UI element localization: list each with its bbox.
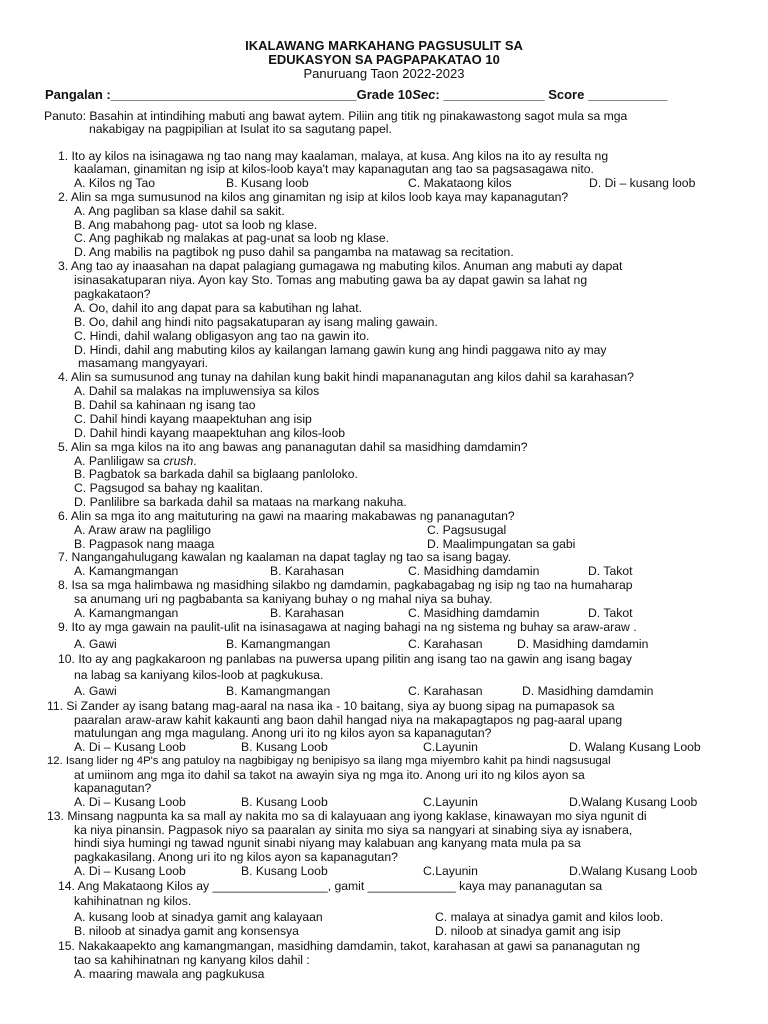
- section-blank[interactable]: ______________: [443, 87, 545, 102]
- question-12-stem: at umiinom ang mga ito dahil sa takot na awayin siya ng mga ito. Anong uri ito ng kilos ayon sa: [74, 768, 585, 782]
- question-3-choice-c[interactable]: C. Hindi, dahil walang obligasyon ang tao na gawin ito.: [74, 329, 370, 343]
- question-9-choice-a[interactable]: A. Gawi: [74, 637, 117, 651]
- question-9-stem: 9. Ito ay mga gawain na paulit-ulit na isinasagawa at naging bahagi na ng sistema ng buhay sa araw-araw .: [58, 620, 637, 634]
- question-13-choice-d[interactable]: D.Walang Kusang Loob: [569, 864, 698, 878]
- question-6-choice-b[interactable]: B. Pagpasok nang maaga: [74, 537, 215, 551]
- question-9-choice-d[interactable]: D. Masidhing damdamin: [517, 637, 649, 651]
- question-8-choice-c[interactable]: C. Masidhing damdamin: [408, 606, 540, 620]
- question-10-choice-c[interactable]: C. Karahasan: [408, 684, 483, 698]
- question-3-choice-a[interactable]: A. Oo, dahil ito ang dapat para sa kabutihan ng lahat.: [74, 301, 362, 315]
- question-11-stem: matulungan ang mga magulang. Anong uri ito ng kilos ayon sa kapanagutan?: [74, 726, 492, 740]
- exam-title: IKALAWANG MARKAHANG PAGSUSULIT SA: [245, 38, 523, 53]
- question-13-stem: ka niya pinansin. Pagpasok niyo sa paaralan ay sinita mo siya sa nangyari at sinabing siya ay isnabera,: [74, 823, 633, 837]
- question-1-choice-a[interactable]: A. Kilos ng Tao: [74, 176, 156, 190]
- question-5-choice-c[interactable]: C. Pagsugod sa bahay ng kaalitan.: [74, 481, 264, 495]
- question-12-choice-c[interactable]: C.Layunin: [423, 795, 478, 809]
- question-12-stem: 12. Isang lider ng 4P's ang patuloy na nagbibigay ng benipisyo sa ilang mga miyembro kahit pa hindi nagsusugal: [47, 755, 611, 767]
- question-9-choice-c[interactable]: C. Karahasan: [408, 637, 483, 651]
- question-3-choice-d: masamang mangyayari.: [78, 356, 209, 370]
- question-14-stem: kahihinatnan ng kilos.: [74, 894, 192, 908]
- question-13-stem: 13. Minsang nagpunta ka sa mall ay nakita mo sa di kalayuaan ang iyong kaklase, kinawayan mo siya ngunit di: [47, 809, 647, 823]
- question-8-choice-a[interactable]: A. Kamangmangan: [74, 606, 179, 620]
- question-13-stem: pagkakasilang. Anong uri ito ng kilos ayon sa kapanagutan?: [74, 850, 398, 864]
- question-7-choice-b[interactable]: B. Karahasan: [270, 564, 344, 578]
- question-11-stem: paaralan araw-araw kahit kakaunti ang baon dahil hangad niya na makapagtapos ng pag-aaral upang: [74, 713, 623, 727]
- question-6-choice-c[interactable]: C. Pagsusugal: [427, 523, 507, 537]
- section-colon: :: [435, 87, 440, 102]
- question-3-stem: pagkakataon?: [74, 287, 151, 301]
- question-12-choice-a[interactable]: A. Di – Kusang Loob: [74, 795, 186, 809]
- question-15-choice-a[interactable]: A. maaring mawala ang pagkukusa: [74, 967, 265, 981]
- question-6-choice-a[interactable]: A. Araw araw na pagliligo: [74, 523, 211, 537]
- question-14-choice-b[interactable]: B. niloob at sinadya gamit ang konsensya: [74, 924, 299, 938]
- question-14-choice-d[interactable]: D. niloob at sinadya gamit ang isip: [435, 924, 621, 938]
- question-5-stem: 5. Alin sa mga kilos na ito ang bawas ang pananagutan dahil sa masidhing damdamin?: [58, 440, 528, 454]
- question-2-choice-b[interactable]: B. Ang mabahong pag- utot sa loob ng klase.: [74, 218, 318, 232]
- question-10-choice-a[interactable]: A. Gawi: [74, 684, 117, 698]
- question-11-choice-c[interactable]: C.Layunin: [423, 740, 478, 754]
- question-11-choice-b[interactable]: B. Kusang Loob: [241, 740, 328, 754]
- question-1-choice-b[interactable]: B. Kusang loob: [226, 176, 309, 190]
- name-blank[interactable]: __________________________________: [110, 87, 357, 102]
- question-7-stem: 7. Nangangahulugang kawalan ng kaalaman na dapat taglay ng tao sa isang bagay.: [58, 550, 512, 564]
- question-2-stem: 2. Alin sa mga sumusunod na kilos ang ginamitan ng isip at kilos loob kaya may kapanagutan?: [58, 190, 569, 204]
- question-4-choice-d[interactable]: D. Dahil hindi kayang maapektuhan ang kilos-loob: [74, 426, 345, 440]
- question-14-choice-c[interactable]: C. malaya at sinadya gamit and kilos loob.: [435, 910, 664, 924]
- question-2-choice-d[interactable]: D. Ang mabilis na pagtibok ng puso dahil sa pangamba na matawag sa recitation.: [74, 245, 514, 259]
- section-label: Sec: [412, 87, 436, 102]
- question-13-choice-c[interactable]: C.Layunin: [423, 864, 478, 878]
- question-1-stem: kaalaman, ginamitan ng isip at kilos-loob kaya't may kapanagutan ang tao sa pagsasagawa nito.: [74, 162, 594, 176]
- name-label: Pangalan :: [45, 87, 111, 102]
- question-1-choice-c[interactable]: C. Makataong kilos: [408, 176, 512, 190]
- grade-label: Grade 10: [356, 87, 413, 102]
- score-blank[interactable]: ___________: [587, 87, 668, 102]
- question-8-choice-d[interactable]: D. Takot: [588, 606, 633, 620]
- subject-title: EDUKASYON SA PAGPAPAKATAO 10: [268, 52, 500, 67]
- question-1-stem: 1. Ito ay kilos na isinagawa ng tao nang may kaalaman, malaya, at kusa. Ang kilos na ito ay resulta ng: [58, 149, 609, 163]
- instructions-line-1: Panuto: Basahin at intindihing mabuti ang bawat aytem. Piliin ang titik ng pinakawastong sagot mula sa mga: [44, 109, 628, 123]
- question-4-choice-a[interactable]: A. Dahil sa malakas na impluwensiya sa kilos: [74, 384, 320, 398]
- question-5-choice-a-italic: crush: [163, 454, 194, 468]
- question-15-stem: tao sa kahihinatnan ng kanyang kilos dahil :: [74, 953, 310, 967]
- instructions-line-2: nakabigay na pagpipilian at Isulat ito sa sagutang papel.: [89, 122, 392, 136]
- question-11-choice-d[interactable]: D. Walang Kusang Loob: [569, 740, 701, 754]
- question-4-choice-c[interactable]: C. Dahil hindi kayang maapektuhan ang isip: [74, 412, 312, 426]
- question-8-stem: sa anumang uri ng pagbabanta sa kaniyang buhay o ng mahal niya sa buhay.: [74, 592, 493, 606]
- question-12-choice-b[interactable]: B. Kusang Loob: [241, 795, 328, 809]
- question-8-stem: 8. Isa sa mga halimbawa ng masidhing silakbo ng damdamin, pagkabagabag ng isip ng tao na humaharap: [58, 578, 633, 592]
- question-12-stem: kapanagutan?: [74, 781, 152, 795]
- question-13-stem: hindi siya humingi ng tawad ngunit sinabi niyang may kalabuan ang kanyang mata mula pa sa: [74, 836, 581, 850]
- question-13-choice-b[interactable]: B. Kusang Loob: [241, 864, 328, 878]
- student-info-line: [45, 88, 668, 102]
- question-4-choice-b[interactable]: B. Dahil sa kahinaan ng isang tao: [74, 398, 256, 412]
- question-11-stem: 11. Si Zander ay isang batang mag-aaral na nasa ika - 10 baitang, siya ay buong sipag na pumapasok sa: [47, 699, 615, 713]
- question-14-choice-a[interactable]: A. kusang loob at sinadya gamit ang kalayaan: [74, 910, 323, 924]
- question-7-choice-a[interactable]: A. Kamangmangan: [74, 564, 179, 578]
- question-12-choice-d[interactable]: D.Walang Kusang Loob: [569, 795, 698, 809]
- question-10-choice-d[interactable]: D. Masidhing damdamin: [522, 684, 654, 698]
- question-7-choice-d[interactable]: D. Takot: [588, 564, 633, 578]
- question-11-choice-a[interactable]: A. Di – Kusang Loob: [74, 740, 186, 754]
- question-3-choice-b[interactable]: B. Oo, dahil ang hindi nito pagsakatuparan ay isang maling gawain.: [74, 315, 438, 329]
- question-10-choice-b[interactable]: B. Kamangmangan: [226, 684, 331, 698]
- question-9-choice-b[interactable]: B. Kamangmangan: [226, 637, 331, 651]
- question-2-choice-c[interactable]: C. Ang paghikab ng malakas at pag-unat sa loob ng klase.: [74, 231, 390, 245]
- question-6-choice-d[interactable]: D. Maalimpungatan sa gabi: [427, 537, 576, 551]
- question-4-stem: 4. Alin sa sumusunod ang tunay na dahilan kung bakit hindi mapananagutan ang kilos dahil sa karahasan?: [58, 370, 634, 384]
- question-5-choice-b[interactable]: B. Pagbatok sa barkada dahil sa biglaang panloloko.: [74, 467, 358, 481]
- question-5-choice-d[interactable]: D. Panlilibre sa barkada dahil sa mataas na markang nakuha.: [74, 495, 407, 509]
- question-6-stem: 6. Alin sa mga ito ang maituturing na gawi na maaring makabawas ng pananagutan?: [58, 509, 515, 523]
- question-5-choice-a-text: A. Panliligaw sa: [74, 454, 164, 468]
- question-7-choice-c[interactable]: C. Masidhing damdamin: [408, 564, 540, 578]
- score-label: Score: [548, 87, 585, 102]
- question-3-stem: 3. Ang tao ay inaasahan na dapat palagiang gumagawa ng mabuting kilos. Anuman ang mabuti ay dapat: [58, 259, 623, 273]
- question-3-choice-d[interactable]: D. Hindi, dahil ang mabuting kilos ay kailangan lamang gawin kung ang hindi paggawa nito ay may: [74, 343, 607, 357]
- question-1-choice-d[interactable]: D. Di – kusang loob: [589, 176, 696, 190]
- school-year: Panuruang Taon 2022-2023: [303, 66, 465, 81]
- question-10-stem: na labag sa kaniyang kilos-loob at pagkukusa.: [74, 668, 324, 682]
- question-13-choice-a[interactable]: A. Di – Kusang Loob: [74, 864, 186, 878]
- question-10-stem: 10. Ito ay ang pagkakaroon ng panlabas na puwersa upang pilitin ang isang tao na gawin ang isang bagay: [58, 652, 632, 666]
- question-14-stem: 14. Ang Makataong Kilos ay _________________, gamit _____________ kaya may pananagutan sa: [58, 879, 603, 893]
- question-5-choice-a-period: .: [193, 454, 197, 468]
- question-2-choice-a[interactable]: A. Ang pagliban sa klase dahil sa sakit.: [74, 204, 285, 218]
- question-3-stem: isinasakatuparan niya. Ayon kay Sto. Tomas ang mabuting gawa ba ay dapat gawin sa lahat ng: [74, 273, 588, 287]
- question-8-choice-b[interactable]: B. Karahasan: [270, 606, 344, 620]
- question-15-stem: 15. Nakakaapekto ang kamangmangan, masidhing damdamin, takot, karahasan at gawi sa pananagutan ng: [58, 939, 641, 953]
